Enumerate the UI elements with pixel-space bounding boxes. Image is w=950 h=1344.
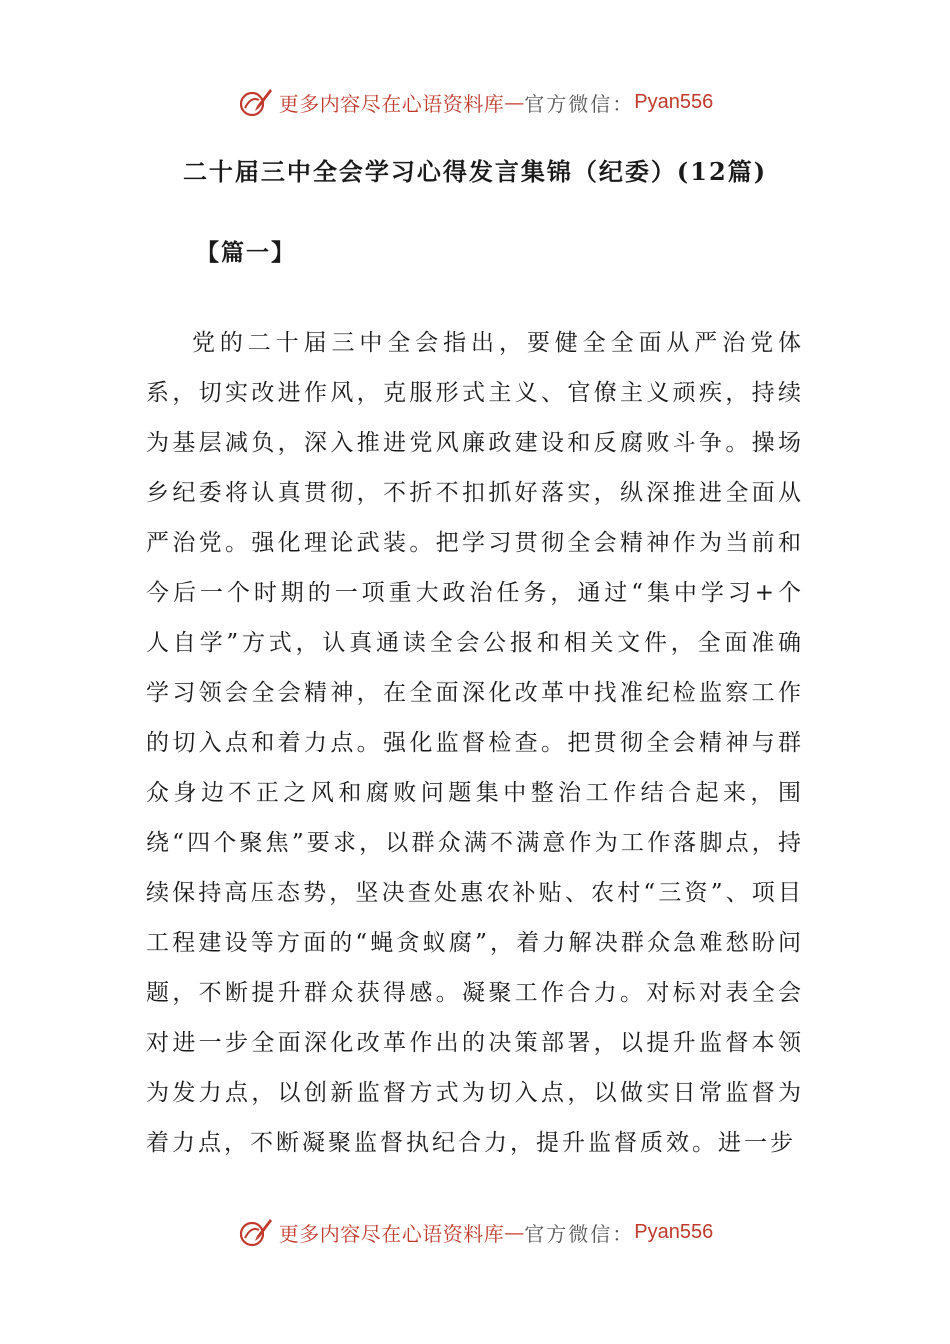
banner-wechat-label: 官方微信：: [524, 1221, 635, 1246]
quill-pen-seal-icon: [237, 1214, 273, 1250]
document-title: 二十届三中全会学习心得发言集锦（纪委）(12篇): [182, 157, 768, 186]
banner-separator: —: [504, 90, 525, 114]
footer-banner: [0, 1212, 950, 1252]
header-banner: [0, 82, 950, 122]
banner-wechat-id: Pyan556: [634, 1220, 714, 1243]
banner-wechat-id: Pyan556: [634, 90, 714, 113]
body-paragraph: 党的二十届三中全会指出，要健全全面从严治党体系，切实改进作风，克服形式主义、官僚主义顽疾，持续为基层减负，深入推进党风廉政建设和反腐败斗争。操场乡纪委将认真贯彻，不折不扣抓好落实，纵深推进全面从严治党。强化理论武装。把学习贯彻全会精神作为当前和今后一个时期的一项重大政治任务，通过“集中学习+个人自学”方式，认真通读全会公报和相关文件，全面准确学习领会全会精神，在全面深化改革中找准纪检监察工作的切入点和着力点。强化监督检查。把贯彻全会精神与群众身边不正之风和腐败问题集中整治工作结合起来，围绕“四个聚焦”要求，以群众满不满意作为工作落脚点，持续保持高压态势，坚决查处惠农补贴、农村“三资”、项目工程建设等方面的“蝇贪蚁腐”，着力解决群众急难愁盼问题，不断提升群众获得感。凝聚工作合力。对标对表全会对进一步全面深化改革作出的决策部署，以提升监督本领为发力点，以创新监督方式为切入点，以做实日常监督为着力点，不断凝聚监督执纪合力，提升监督质效。进一步: [146, 330, 804, 1156]
banner-separator: —: [504, 1220, 525, 1244]
quill-pen-seal-icon: [237, 84, 273, 120]
section-label: 【篇一】: [196, 239, 296, 266]
banner-library-text: 更多内容尽在心语资料库: [278, 1221, 505, 1246]
banner-library-text: 更多内容尽在心语资料库: [278, 91, 505, 116]
banner-wechat-label: 官方微信：: [524, 91, 635, 116]
